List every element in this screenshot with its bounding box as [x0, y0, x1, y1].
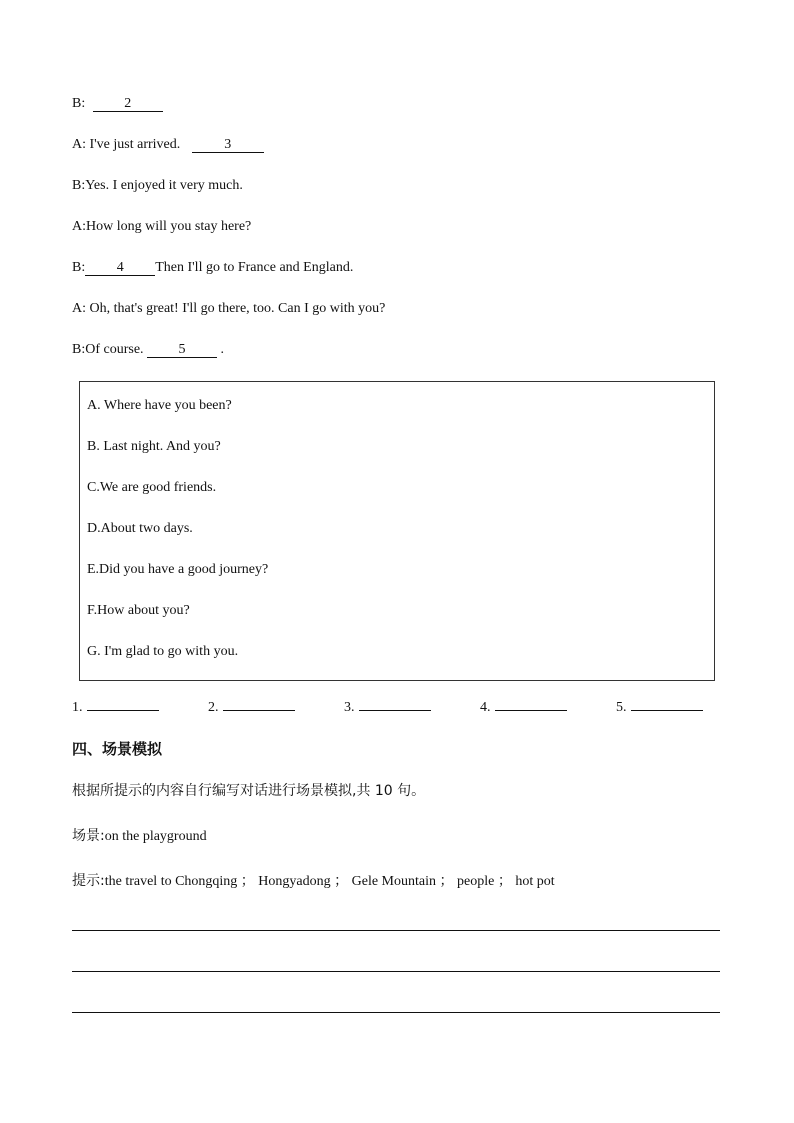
answer-row — [72, 696, 732, 716]
answer-number: 3. — [344, 700, 355, 715]
answer-number: 1. — [72, 700, 83, 715]
option-d: D.About two days. — [87, 521, 193, 536]
dialogue-text: A: I've just arrived. — [72, 137, 184, 152]
dialogue-text: B:Yes. I enjoyed it very much. — [72, 178, 243, 193]
dialogue-line-6 — [72, 300, 385, 318]
dialogue-line-2 — [72, 136, 264, 154]
hint-label: 提示: — [72, 873, 105, 889]
option-c: C.We are good friends. — [87, 480, 217, 495]
answer-field[interactable] — [631, 696, 703, 711]
dialogue-text: A: Oh, that's great! I'll go there, too. Can I go with you? — [72, 301, 386, 316]
answer-slot-5 — [616, 696, 703, 716]
scene-label: 场景: — [72, 828, 105, 844]
answer-field[interactable] — [495, 696, 567, 711]
section-title: 四、场景模拟 — [72, 740, 163, 758]
scene-line — [72, 827, 207, 846]
option-g: G. I'm glad to go with you. — [87, 644, 239, 659]
dialogue-speaker: B: — [72, 260, 86, 275]
dialogue-text: A:How long will you stay here? — [72, 219, 252, 234]
dialogue-line-3 — [72, 177, 243, 195]
answer-slot-1 — [72, 696, 159, 716]
answer-number: 2. — [208, 700, 219, 715]
answer-slot-2 — [208, 696, 295, 716]
writing-line[interactable] — [72, 930, 720, 931]
answer-slot-4 — [480, 696, 567, 716]
dialogue-text: Then I'll go to France and England. — [155, 260, 354, 275]
dialogue-text: B:Of course. — [72, 342, 148, 357]
dialogue-line-1 — [72, 95, 163, 113]
answer-blank-4: 4 — [85, 260, 155, 276]
dialogue-speaker: B: — [72, 96, 89, 111]
answer-blank-2: 2 — [93, 96, 163, 112]
scene-value: on the playground — [104, 829, 207, 844]
section-instruction: 根据所提示的内容自行编写对话进行场景模拟,共 10 句。 — [72, 783, 426, 799]
hint-value: the travel to Chongqing ； Hongyadong ； Gele Mountain ； people ； hot pot — [104, 874, 555, 889]
writing-line[interactable] — [72, 1012, 720, 1013]
hint-line — [72, 872, 555, 891]
writing-line[interactable] — [72, 971, 720, 972]
option-a: A. Where have you been? — [87, 398, 232, 413]
option-b: B. Last night. And you? — [87, 439, 221, 454]
dialogue-line-7 — [72, 341, 224, 359]
options-box — [79, 381, 715, 681]
answer-slot-3 — [344, 696, 431, 716]
answer-number: 5. — [616, 700, 627, 715]
dialogue-text: . — [217, 342, 225, 357]
option-e: E.Did you have a good journey? — [87, 562, 269, 577]
answer-field[interactable] — [87, 696, 159, 711]
answer-number: 4. — [480, 700, 491, 715]
option-f: F.How about you? — [87, 603, 190, 618]
answer-blank-3: 3 — [192, 137, 264, 153]
dialogue-line-4 — [72, 218, 251, 236]
answer-field[interactable] — [359, 696, 431, 711]
answer-blank-5: 5 — [147, 342, 217, 358]
answer-field[interactable] — [223, 696, 295, 711]
dialogue-line-5 — [72, 259, 353, 277]
